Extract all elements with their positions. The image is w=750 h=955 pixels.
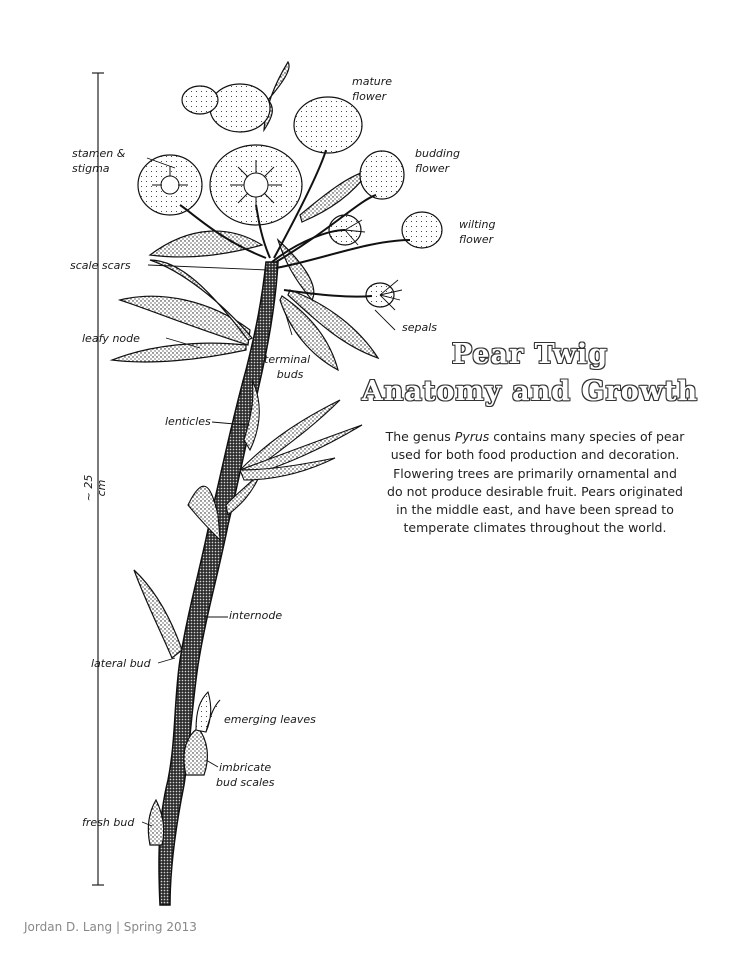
- label-budding-flower: [415, 146, 460, 176]
- leafy-node-leaves: [240, 380, 362, 480]
- left-large-leaves: [112, 260, 252, 362]
- label-imbricate-bud-scales: [216, 760, 275, 790]
- description-paragraph: [385, 428, 685, 538]
- scale-length-label: ~ 25 cm: [82, 474, 108, 502]
- label-wilting-line1: wilting: [459, 218, 496, 231]
- label-internode: internode: [229, 609, 283, 622]
- label-lateral-bud: lateral bud: [91, 657, 151, 670]
- fresh-bud-shape: [148, 800, 163, 845]
- label-mature-line2: flower: [352, 90, 387, 103]
- label-lenticles: lenticles: [165, 415, 211, 428]
- label-terminal-line2: buds: [276, 368, 304, 381]
- label-wilting-line2: flower: [459, 233, 494, 246]
- description-text-start: The genus: [385, 429, 455, 444]
- label-imbricate-line2: bud scales: [216, 776, 275, 789]
- artist-credit: Jordan D. Lang | Spring 2013: [24, 920, 197, 934]
- title-line2: Anatomy and Growth: [361, 376, 699, 407]
- label-terminal-line1: terminal: [264, 353, 311, 366]
- label-mature-flower: [352, 74, 392, 104]
- label-sepals: sepals: [402, 321, 438, 334]
- label-budding-line1: budding: [415, 147, 460, 160]
- label-stamen-line1: stamen &: [72, 147, 126, 160]
- label-terminal-buds: [264, 352, 310, 382]
- label-wilting-flower: [459, 217, 495, 247]
- description-genus: Pyrus: [454, 429, 490, 444]
- label-mature-line1: mature: [352, 75, 393, 88]
- lateral-bud-shape: [134, 570, 182, 658]
- label-fresh-bud: fresh bud: [82, 816, 135, 829]
- emerging-leaves-shape: [196, 692, 220, 732]
- label-imbricate-line1: imbricate: [219, 761, 272, 774]
- label-emerging-leaves: emerging leaves: [224, 713, 316, 726]
- page-title: [360, 336, 700, 410]
- label-leafy-node: leafy node: [82, 332, 140, 345]
- description-text-end: contains many species of pear used for both food production and decoration. Flowering trees are primarily ornamental and do not produce desirable fruit. Pears originated in the middle east, and have been spread to temperate climates throughout the world.: [387, 429, 685, 536]
- label-scale-scars: scale scars: [70, 259, 131, 272]
- title-line1: Pear Twig: [451, 339, 609, 370]
- label-stamen-stigma: [72, 146, 125, 176]
- label-budding-line2: flower: [415, 162, 450, 175]
- label-stamen-line2: stigma: [72, 162, 110, 175]
